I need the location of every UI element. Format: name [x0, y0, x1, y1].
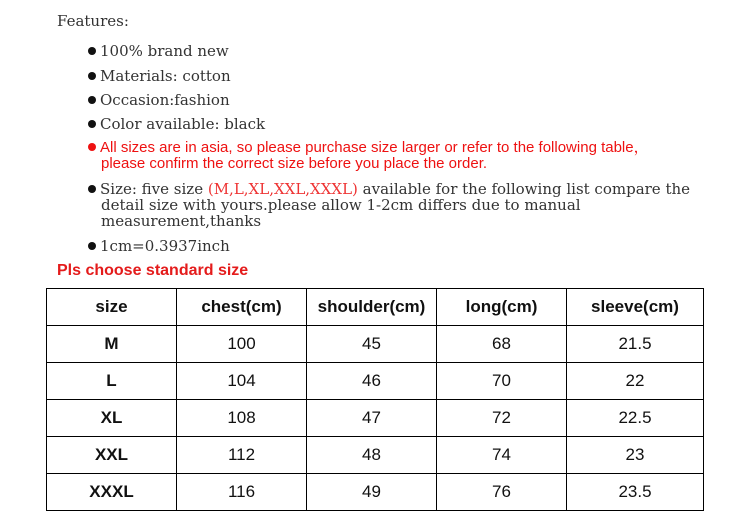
bullet-dot-icon [88, 120, 96, 128]
bullet-dot-icon [88, 96, 96, 104]
cell-shoulder: 49 [307, 474, 437, 511]
table-row [47, 437, 704, 474]
notice-line-2: please confirm the correct size before you place the order. [101, 155, 488, 172]
cell-size: M [47, 326, 177, 363]
cell-long: 76 [437, 474, 567, 511]
cell-long: 68 [437, 326, 567, 363]
feature-item [88, 68, 231, 84]
size-info [88, 181, 708, 229]
header-shoulder: shoulder(cm) [307, 289, 437, 326]
table-row [47, 326, 704, 363]
cell-shoulder: 47 [307, 400, 437, 437]
feature-text: Occasion:fashion [100, 91, 230, 109]
cell-sleeve: 23 [567, 437, 704, 474]
cell-long: 74 [437, 437, 567, 474]
cell-shoulder: 48 [307, 437, 437, 474]
conversion-text: 1cm=0.3937inch [100, 237, 230, 255]
header-size: size [47, 289, 177, 326]
cell-size: XXL [47, 437, 177, 474]
feature-text: 100% brand new [100, 42, 229, 60]
header-chest: chest(cm) [177, 289, 307, 326]
cell-chest: 108 [177, 400, 307, 437]
size-table [46, 288, 704, 511]
size-prefix: Size: five size [100, 180, 208, 198]
cell-shoulder: 46 [307, 363, 437, 400]
size-options: (M,L,XL,XXL,XXXL) [207, 180, 358, 198]
cell-long: 72 [437, 400, 567, 437]
cell-sleeve: 23.5 [567, 474, 704, 511]
cell-chest: 112 [177, 437, 307, 474]
cell-size: XL [47, 400, 177, 437]
cell-long: 70 [437, 363, 567, 400]
size-suffix: available for the following list compare the [357, 180, 691, 198]
feature-text: Color available: black [100, 115, 266, 133]
table-row [47, 474, 704, 511]
header-sleeve: sleeve(cm) [567, 289, 704, 326]
header-long: long(cm) [437, 289, 567, 326]
cell-sleeve: 22 [567, 363, 704, 400]
cell-chest: 104 [177, 363, 307, 400]
feature-text: Materials: cotton [100, 67, 231, 85]
table-row [47, 363, 704, 400]
bullet-dot-icon [88, 143, 96, 151]
cell-sleeve: 22.5 [567, 400, 704, 437]
bullet-dot-icon [88, 185, 96, 193]
table-row [47, 400, 704, 437]
notice-line-1: All sizes are in asia, so please purchase size larger or refer to the following table， [100, 139, 649, 156]
cell-shoulder: 45 [307, 326, 437, 363]
feature-item [88, 116, 265, 132]
cell-size: XXXL [47, 474, 177, 511]
cell-size: L [47, 363, 177, 400]
bullet-dot-icon [88, 47, 96, 55]
cell-chest: 116 [177, 474, 307, 511]
bullet-dot-icon [88, 242, 96, 250]
size-line-3: measurement,thanks [101, 212, 262, 230]
size-line-2: detail size with yours.please allow 1-2cm differs due to manual [101, 196, 581, 214]
table-header-row [47, 289, 704, 326]
feature-item [88, 43, 229, 59]
bullet-dot-icon [88, 72, 96, 80]
size-table-heading: Pls choose standard size [57, 262, 249, 279]
features-heading: Features: [57, 12, 129, 30]
cell-chest: 100 [177, 326, 307, 363]
cell-sleeve: 21.5 [567, 326, 704, 363]
conversion-note [88, 238, 230, 254]
feature-item [88, 92, 230, 108]
size-notice [88, 140, 649, 172]
